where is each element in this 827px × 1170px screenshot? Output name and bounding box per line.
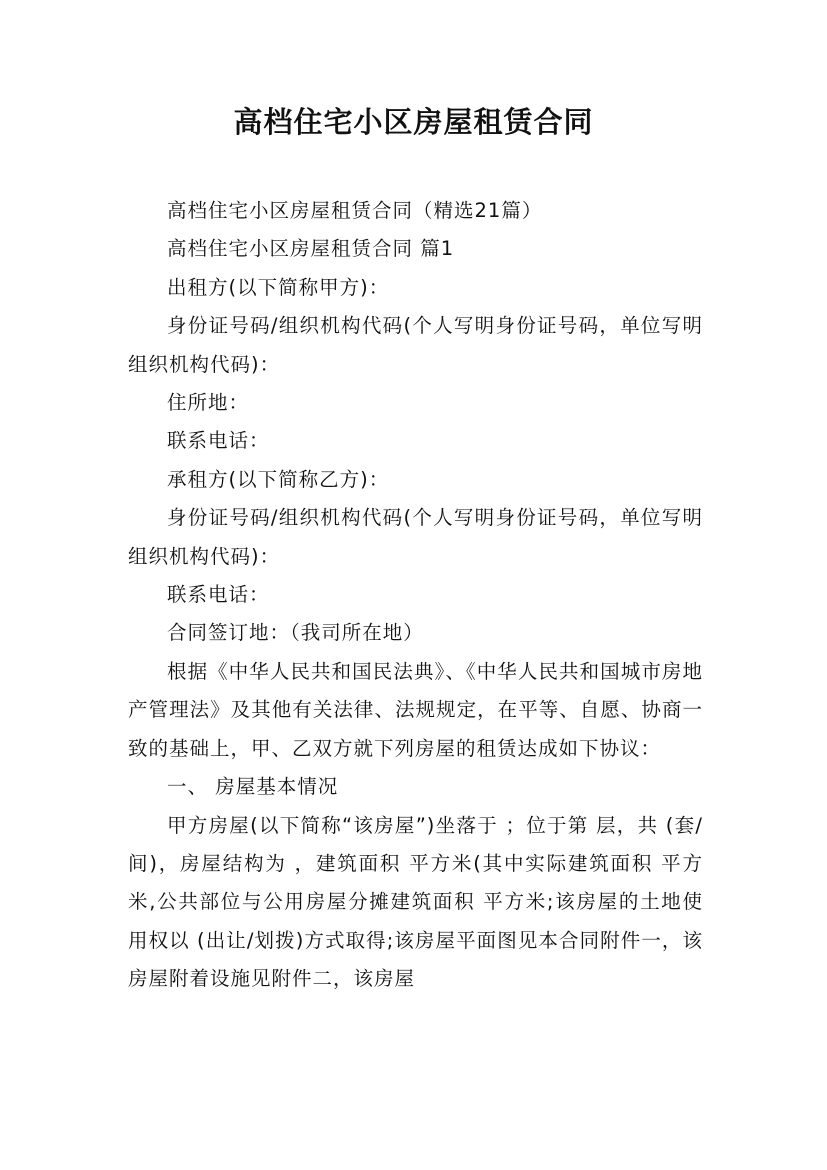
paragraph-preamble: 根据《中华人民共和国民法典》、《中华人民共和国城市房地产管理法》及其他有关法律、法规规定，在平等、自愿、协商一致的基础上，甲、乙双方就下列房屋的租赁达成如下协议： [128, 659, 703, 760]
paragraph-lessor: 出租方(以下简称甲方)： [167, 275, 390, 299]
paragraph-lessee-id: 身份证号码/组织机构代码(个人写明身份证号码，单位写明组织机构代码)： [128, 506, 703, 568]
document-title: 高档住宅小区房屋租赁合同 [233, 105, 594, 139]
paragraph-section-heading: 高档住宅小区房屋租赁合同 篇1 [167, 237, 455, 261]
paragraph-lessee: 承租方(以下简称乙方)： [167, 467, 390, 491]
paragraph-lessor-address: 住所地： [167, 391, 250, 415]
paragraph-lessee-phone: 联系电话： [167, 583, 270, 607]
paragraph-signing-place: 合同签订地：（我司所在地） [167, 621, 424, 645]
paragraph-clause-heading: 一、 房屋基本情况 [167, 775, 339, 799]
document-body [128, 192, 703, 999]
paragraph-property-details: 甲方房屋(以下简称“该房屋”)坐落于 ；位于第 层，共 (套/间)，房屋结构为 ，建筑面积 平方米(其中实际建筑面积 平方米,公共部位与公用房屋分摊建筑面积 平方米;该房屋的土地使用权以 (出让/划拨)方式取得;该房屋平面图见本合同附件一，该房屋附着设施见附件二，该房屋 [128, 813, 703, 991]
paragraph-subtitle: 高档住宅小区房屋租赁合同（精选21篇） [167, 199, 543, 222]
paragraph-lessor-id: 身份证号码/组织机构代码(个人写明身份证号码，单位写明组织机构代码)： [128, 314, 703, 376]
paragraph-lessor-phone: 联系电话： [167, 429, 270, 453]
